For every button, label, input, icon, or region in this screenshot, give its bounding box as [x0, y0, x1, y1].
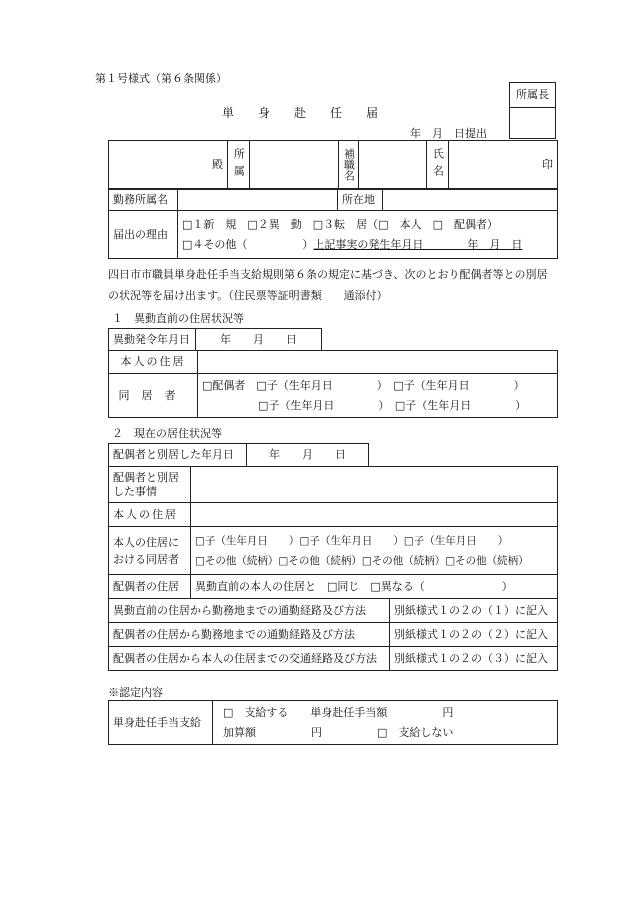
reason-line-2: [182, 235, 553, 255]
shozokucho-box: [509, 82, 556, 139]
section1-heading: １ 異動直前の住居状況等: [112, 312, 244, 325]
in-label: 印: [542, 157, 553, 171]
shozokucho-label: 所属長: [510, 83, 556, 108]
nintei-heading: ※認定内容: [108, 686, 163, 699]
shimei-field[interactable]: [449, 141, 558, 189]
hojo-shokumei-label: 補職名: [339, 141, 359, 189]
s1-doukyo-line-1: □配偶者 □子（生年月日 ） □子（生年月日 ）: [202, 378, 525, 392]
shozaichi-label: 所在地: [338, 190, 383, 211]
section2-heading: ２ 現在の居住状況等: [112, 427, 222, 440]
nintei-line-1: □ 支給する 単身赴任手当額 円: [223, 705, 454, 719]
s2-doukyo-label: 本人の住居における同居者: [109, 527, 191, 575]
s2-jukyo-label: 本人の住居: [109, 503, 191, 527]
kinmu-field[interactable]: [178, 190, 338, 211]
intro-text: 四日市市職員単身赴任手当支給規則第６条の規定に基づき、次のとおり配偶者等との別居の状況等を届け出ます。（住民票等証明書類 通添付）: [108, 268, 548, 302]
reason-line-1: □１新 規 □２異 動 □３転 居（□ 本人 □ 配偶者）: [182, 217, 498, 231]
shozokucho-stamp-cell[interactable]: [510, 108, 556, 139]
s1-table: [108, 350, 558, 418]
s1-jukyo-field[interactable]: [198, 351, 558, 374]
s2-date-label: 配偶者と別居した年月日: [109, 444, 247, 467]
s2-jukyo-field[interactable]: [191, 503, 558, 527]
route-row-label: 異動直前の住居から勤務地までの通勤経路及び方法: [109, 599, 390, 623]
s2-doukyo-options[interactable]: [191, 527, 558, 575]
hojo-shokumei-field[interactable]: [359, 141, 427, 189]
s2-doukyo-line-1: □子（生年月日 ）□子（生年月日 ）□子（生年月日 ）: [195, 534, 509, 547]
s1-date-table: [108, 328, 322, 351]
submit-date: 年 月 日提出: [410, 127, 487, 140]
s2-jijo-label: 配偶者と別居した事情: [109, 467, 191, 503]
reason-label: 届出の理由: [109, 211, 178, 259]
reason-options[interactable]: [178, 211, 558, 259]
s2-date-value[interactable]: 年 月 日: [247, 444, 369, 467]
route-row-label: 配偶者の住居から本人の住居までの交通経路及び方法: [109, 647, 390, 671]
s2-haigusha-value[interactable]: 異動直前の本人の住居と □同じ □異なる（ ）: [191, 575, 558, 599]
nintei-table: [108, 700, 558, 745]
s1-doukyo-options[interactable]: [198, 374, 558, 418]
s2-haigusha-label: 配偶者の住居: [109, 575, 191, 599]
s1-date-value[interactable]: 年 月 日: [196, 329, 322, 351]
form-title: 単 身 赴 任 届: [222, 106, 379, 120]
shimei-label: 氏名: [427, 141, 449, 189]
route-row-value: 別紙様式１の２の（１）に記入: [390, 599, 558, 623]
shozoku-label: 所属: [228, 141, 250, 189]
route-row-value: 別紙様式１の２の（２）に記入: [390, 623, 558, 647]
shozaichi-field[interactable]: [383, 190, 558, 211]
dono-cell[interactable]: [109, 141, 228, 189]
route-row-value: 別紙様式１の２の（３）に記入: [390, 647, 558, 671]
shozoku-field[interactable]: [250, 141, 339, 189]
addressee-table: [108, 140, 558, 189]
route-row-label: 配偶者の住居から勤務地までの通勤経路及び方法: [109, 623, 390, 647]
kinmu-label: 勤務所属名: [109, 190, 178, 211]
reason-table: [108, 210, 558, 259]
s1-doukyo-label: 同居者: [109, 374, 198, 418]
s2-doukyo-line-2: □その他（続柄）□その他（続柄）□その他（続柄）□その他（続柄）: [195, 554, 529, 567]
dono-label: 殿: [212, 157, 223, 171]
s2-jijo-field[interactable]: [191, 467, 558, 503]
s1-doukyo-line-2: □子（生年月日 ） □子（生年月日 ）: [258, 398, 527, 412]
nintei-line-2: 加算額 円 □ 支給しない: [223, 725, 454, 739]
reason-occurrence-date: 上記事実の発生年月日 年 月 日: [313, 237, 523, 251]
s1-jukyo-label: 本人の住居: [109, 351, 198, 374]
s1-date-label: 異動発令年月日: [109, 329, 196, 351]
nintei-label: 単身赴任手当支給: [109, 701, 213, 745]
nintei-options[interactable]: [213, 701, 558, 745]
s2-table: [108, 466, 558, 671]
form-number: 第１号様式（第６条関係）: [95, 72, 227, 85]
reason-other: □４その他（ ）: [182, 237, 314, 251]
s2-date-table: [108, 443, 369, 467]
kinmu-table: [108, 189, 558, 211]
